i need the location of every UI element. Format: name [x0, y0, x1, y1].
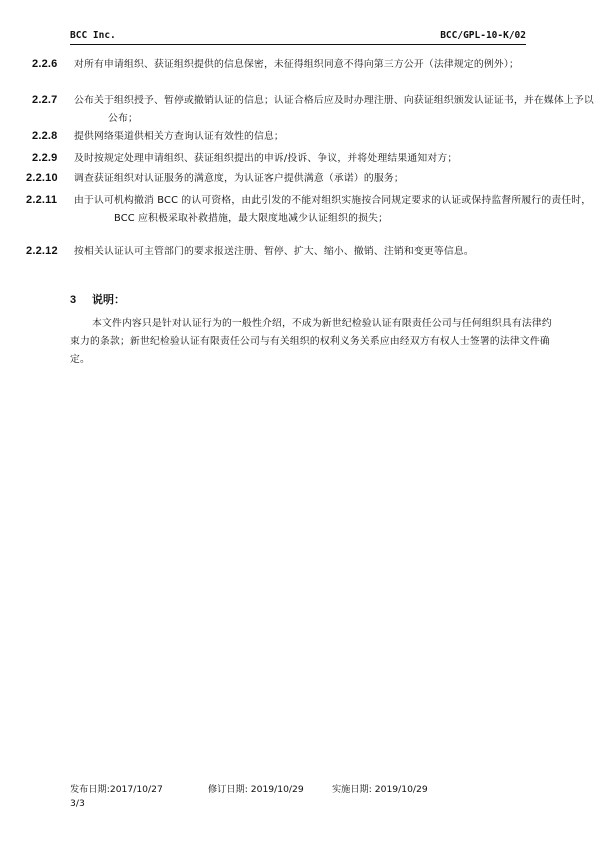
- clause-2-2-7: 2.2.7 公布关于组织授予、暂停或撤销认证的信息；认证合格后应及时办理注册、向获证组织颁发认证证书，并在媒体上予以公布；: [32, 94, 594, 124]
- clause-2-2-12: 2.2.12 按相关认证认可主管部门的要求报送注册、暂停、扩大、缩小、撤销、注销和变更等信息。: [26, 245, 474, 257]
- clause-2-2-9: 2.2.9 及时按规定处理申请组织、获证组织提出的申诉/投诉、争议，并将处理结果通知对方；: [32, 152, 458, 164]
- revise-date: 修订日期: 2019/10/29: [208, 784, 304, 795]
- clause-text: 按相关认证认可主管部门的要求报送注册、暂停、扩大、缩小、撤销、注销和变更等信息。: [74, 246, 474, 257]
- header-divider: [70, 44, 526, 45]
- clause-2-2-11: 2.2.11 由于认可机构撤消 BCC 的认可资格，由此引发的不能对组织实施按合同规定要求的认证或保持监督所履行的责任时，BCC 应积极采取补救措施，最大限度地减少认证组织的损失；: [26, 194, 592, 224]
- clause-text: 调查获证组织对认证服务的满意度，为认证客户提供满意（承诺）的服务；: [74, 173, 404, 184]
- clause-text: 由于认可机构撤消 BCC 的认可资格，由此引发的不能对组织实施按合同规定要求的认证或保持监督所履行的责任时，BCC 应积极采取补救措施，最大限度地减少认证组织的损失；: [74, 195, 592, 224]
- company-name: BCC Inc.: [70, 30, 116, 41]
- page-number: 3/3: [70, 798, 85, 809]
- clause-text: 对所有申请组织、获证组织提供的信息保密，未征得组织同意不得向第三方公开（法律规定的例外）；: [74, 59, 519, 70]
- section-title: 说明：: [92, 293, 125, 306]
- document-code: BCC/GPL-10-K/02: [440, 30, 526, 41]
- clause-2-2-6: 2.2.6 对所有申请组织、获证组织提供的信息保密，未征得组织同意不得向第三方公开（法律规定的例外）；: [32, 58, 519, 70]
- clause-2-2-8: 2.2.8 提供网络渠道供相关方查询认证有效性的信息；: [32, 130, 284, 142]
- issue-date: 发布日期:2017/10/27: [70, 784, 163, 795]
- clause-text: 公布关于组织授予、暂停或撤销认证的信息；认证合格后应及时办理注册、向获证组织颁发认证证书，并在媒体上予以公布；: [74, 95, 594, 124]
- clause-2-2-10: 2.2.10 调查获证组织对认证服务的满意度，为认证客户提供满意（承诺）的服务；: [26, 172, 404, 184]
- section-3-heading: [70, 291, 526, 307]
- section-3-body: 本文件内容只是针对认证行为的一般性介绍，不成为新世纪检验认证有限责任公司与任何组织具有法律约束力的条款；新世纪检验认证有限责任公司与有关组织的权利义务关系应由经双方有权人士签署的法律文件确定。: [70, 318, 552, 365]
- effective-date: 实施日期: 2019/10/29: [332, 784, 428, 795]
- clause-text: 及时按规定处理申请组织、获证组织提出的申诉/投诉、争议，并将处理结果通知对方；: [74, 153, 458, 164]
- section-number: 3: [70, 294, 77, 306]
- clause-text: 提供网络渠道供相关方查询认证有效性的信息；: [74, 131, 284, 142]
